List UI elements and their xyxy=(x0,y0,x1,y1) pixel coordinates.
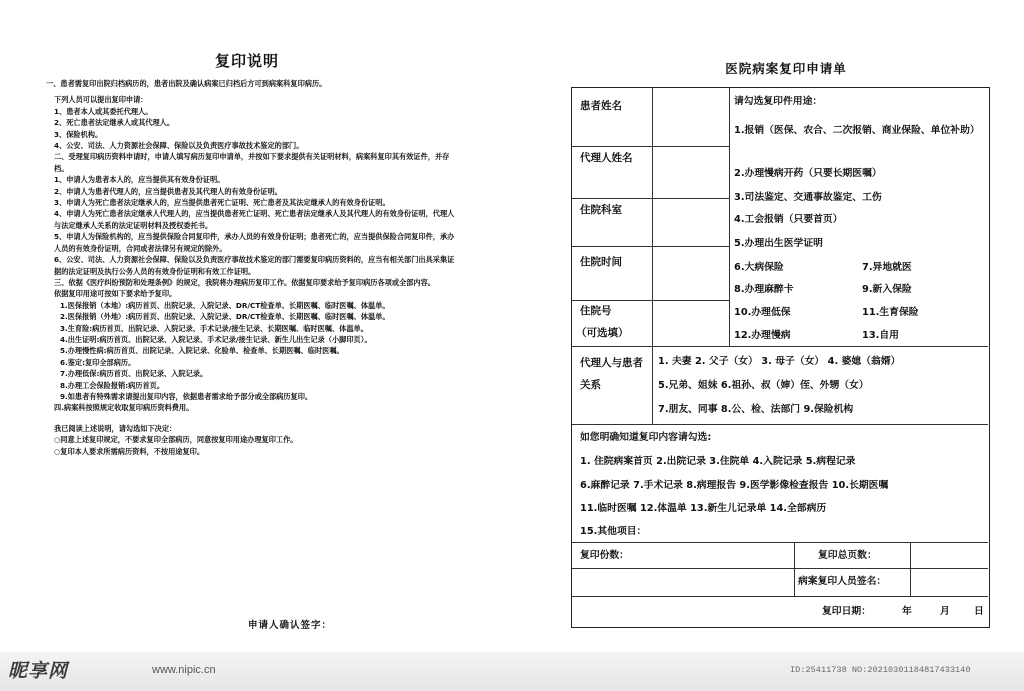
left-paragraph: 9.如患者有特殊需求请提出复印内容，依据患者需求给予部分或全部病历复印。 xyxy=(60,391,313,401)
left-paragraph: 4.出生证明:病历首页、出院记录、入院记录、手术记录/接生记录、新生儿出生记录（小脚印页）。 xyxy=(60,334,372,344)
admission-no-label: 住院号 xyxy=(580,305,612,317)
left-paragraph: 一、患者需复印出院归档病历的，患者出院及确认病案已归档后方可到病案科复印病历。 xyxy=(46,79,327,88)
form-title: 医院病案复印申请单 xyxy=(725,61,847,76)
date-month: 月 xyxy=(940,606,950,617)
content-option[interactable]: 6.麻醉记录 7.手术记录 8.病理报告 9.医学影像检查报告 10.长期医嘱 xyxy=(580,480,889,491)
admission-time-field[interactable] xyxy=(653,247,728,300)
left-paragraph: 6、公安、司法、人力资源社会保障、保险以及负责医疗事故技术鉴定的部门需要复印病历资料的，应当有相关部门出具采集证据的法定证明及执行公务人员的有效身份证明和有效工作证明。 xyxy=(54,255,455,276)
relation-option[interactable]: 1. 夫妻 2. 父子（女） 3. 母子（女） 4. 婆媳（翁婿） xyxy=(658,356,901,367)
col-divider xyxy=(794,542,795,596)
copy-date-label: 复印日期： xyxy=(822,606,871,617)
left-paragraph: 3、申请人为死亡患者法定继承人的，应当提供患者死亡证明、死亡患者及其法定继承人的有效身份证明。 xyxy=(54,198,390,208)
left-paragraph: 1、患者本人或其委托代理人。 xyxy=(54,106,153,116)
purpose-option[interactable]: 6.大病保险 xyxy=(734,262,784,273)
left-paragraph: 1.医保报销（本地）:病历首页、出院记录、入院记录、DR/CT检查单、长期医嘱、临时医嘱、体温单。 xyxy=(60,300,390,310)
relation-label: 代理人与患者关系 xyxy=(580,357,643,391)
content-option[interactable]: 15.其他项目： xyxy=(580,526,647,537)
left-paragraph: 5.办理慢性病:病历首页、出院记录、入院记录、化验单、检查单、长期医嘱、临时医嘱。 xyxy=(60,346,344,356)
row-divider xyxy=(572,346,988,347)
left-paragraph: 1、申请人为患者本人的，应当提供其有效身份证明。 xyxy=(54,175,225,185)
agent-name-field[interactable] xyxy=(653,147,728,198)
date-day: 日 xyxy=(974,606,984,617)
patient-name-label: 患者姓名 xyxy=(580,100,622,112)
consent-option-agree[interactable]: ○同意上述复印规定，不要求复印全部病历，同意按复印用途办理复印工作。 xyxy=(54,435,298,445)
purpose-option[interactable]: 1.报销（医保、农合、二次报销、商业保险、单位补助） xyxy=(734,125,980,136)
content-option[interactable]: 11.临时医嘱 12.体温单 13.新生儿记录单 14.全部病历 xyxy=(580,503,827,514)
left-paragraph: 2、申请人为患者代理人的，应当提供患者及其代理人的有效身份证明。 xyxy=(54,186,282,196)
content-title: 如您明确知道复印内容请勾选: xyxy=(580,432,712,443)
relation-option[interactable]: 5.兄弟、姐妹 6.祖孙、叔（婶）侄、外甥（女） xyxy=(658,380,869,391)
total-pages-field[interactable] xyxy=(911,543,987,568)
row-divider xyxy=(572,596,988,597)
purpose-option[interactable]: 13.自用 xyxy=(862,330,899,341)
purpose-option[interactable]: 9.新入保险 xyxy=(862,284,912,295)
application-form xyxy=(571,87,990,628)
admission-time-label: 住院时间 xyxy=(580,256,622,268)
watermark-id: ID:25411738 NO:20210301184817433140 xyxy=(790,665,971,675)
copies-field[interactable] xyxy=(652,543,792,568)
left-paragraph: 我已阅读上述说明，请勾选如下决定： xyxy=(54,423,177,433)
consent-option-self[interactable]: ○复印本人要求所需病历资料，不按用途复印。 xyxy=(54,446,205,456)
staff-signature-field[interactable] xyxy=(911,569,987,596)
left-title: 复印说明 xyxy=(214,52,279,70)
date-year: 年 xyxy=(902,606,912,617)
total-pages-label: 复印总页数： xyxy=(818,550,877,561)
left-paragraph: 依据复印用途可按如下要求给予复印。 xyxy=(54,289,177,299)
content-option[interactable]: 1. 住院病案首页 2.出院记录 3.住院单 4.入院记录 5.病程记录 xyxy=(580,456,856,467)
purpose-option[interactable]: 10.办理低保 xyxy=(734,307,791,318)
left-paragraph: 8.办理工会保险报销:病历首页。 xyxy=(60,380,165,390)
staff-signature-label: 病案复印人员签名： xyxy=(798,576,887,587)
purpose-option[interactable]: 2.办理慢病开药（只要长期医嘱） xyxy=(734,168,882,179)
left-paragraph: 二、受理复印病历资料申请时，申请人填写病历复印申请单，并按如下要求提供有关证明材料，病案科复印其有效证件，并存档。 xyxy=(54,152,450,173)
left-paragraph: 下列人员可以提出复印申请： xyxy=(54,95,148,105)
agent-name-label: 代理人姓名 xyxy=(580,152,633,164)
admission-no-note: （可选填） xyxy=(576,327,629,339)
left-paragraph: 三、依据《医疗纠纷预防和处理条例》的规定，我院将办理病历复印工作。依据复印要求给予复印病历各项或全部内容。 xyxy=(54,277,435,287)
left-paragraph: 四.病案科按照规定收取复印病历资料费用。 xyxy=(54,403,194,413)
purpose-title: 请勾选复印件用途： xyxy=(734,96,823,107)
left-paragraph: 3、保险机构。 xyxy=(54,129,103,139)
purpose-option[interactable]: 4.工会报销（只要首页） xyxy=(734,214,843,225)
admission-no-field[interactable] xyxy=(653,301,728,346)
purpose-option[interactable]: 12.办理慢病 xyxy=(734,330,791,341)
left-paragraph: 2、死亡患者法定继承人或其代理人。 xyxy=(54,118,175,128)
left-paragraph: 2.医保报销（外地）:病历首页、出院记录、入院记录、DR/CT检查单、长期医嘱、临时医嘱、体温单。 xyxy=(60,312,390,322)
copies-label: 复印份数： xyxy=(580,550,629,561)
row-divider xyxy=(572,424,988,425)
left-document xyxy=(38,52,456,647)
purpose-option[interactable]: 8.办理麻醉卡 xyxy=(734,284,794,295)
left-paragraph: 7.办理低保:病历首页、出院记录、入院记录。 xyxy=(60,369,208,379)
department-label: 住院科室 xyxy=(580,204,622,216)
left-paragraph: 4、申请人为死亡患者法定继承人代理人的，应当提供患者死亡证明、死亡患者法定继承人及其代理人的有效身份证明，代理人与法定继承人关系的法定证明材料及授权委托书。 xyxy=(54,209,455,230)
col-divider xyxy=(729,88,730,346)
relation-option[interactable]: 7.朋友、同事 8.公、检、法部门 9.保险机构 xyxy=(658,404,854,415)
col-divider xyxy=(652,346,653,424)
patient-name-field[interactable] xyxy=(653,88,728,146)
left-paragraph: 3.生育险:病历首页、出院记录、入院记录、手术记录/接生记录、长期医嘱、临时医嘱、体温单。 xyxy=(60,323,368,333)
purpose-option[interactable]: 11.生育保险 xyxy=(862,307,919,318)
purpose-option[interactable]: 7.异地就医 xyxy=(862,262,912,273)
applicant-signature-label: 申请人确认签字： xyxy=(248,620,333,631)
left-paragraph: 5、申请人为保险机构的，应当提供保险合同复印件，承办人员的有效身份证明；患者死亡的，应当提供保险合同复印件，承办人员的有效身份证明，合同或者法律另有规定的除外。 xyxy=(54,232,455,253)
watermark-url: www.nipic.cn xyxy=(152,664,216,676)
left-paragraph: 6.鉴定:复印全部病历。 xyxy=(60,357,136,367)
watermark-logo: 昵享网 xyxy=(8,660,69,682)
purpose-option[interactable]: 5.办理出生医学证明 xyxy=(734,238,823,249)
department-field[interactable] xyxy=(653,199,728,246)
purpose-option[interactable]: 3.司法鉴定、交通事故鉴定、工伤 xyxy=(734,192,882,203)
left-paragraph: 4、公安、司法、人力资源社会保障、保险以及负责医疗事故技术鉴定的部门。 xyxy=(54,141,304,151)
